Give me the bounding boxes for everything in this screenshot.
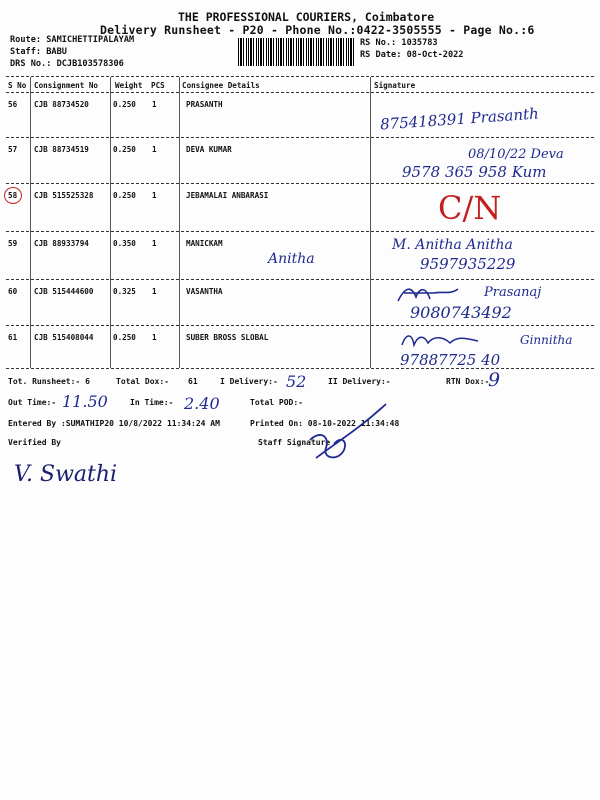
row-pcs: 1 [152,145,157,154]
total-dox-value: 61 [188,377,198,386]
out-time-label: Out Time:- [8,398,57,407]
out-time-value: 11.50 [62,392,108,411]
rs-number: RS No.: 1035783 [360,38,438,48]
row-consignee: SUBER BROSS SLOBAL [186,333,269,342]
row-consignment: CJB 88734520 [34,100,89,109]
divider [6,368,594,369]
staff-signature-scribble [300,400,390,470]
signature-scribble [394,283,462,305]
divider [6,325,594,326]
table-row [0,141,600,188]
staff-signature-label: Staff Signature [258,438,331,447]
total-dox-label: Total Dox:- [116,377,169,386]
handwritten-signature: M. Anitha Anitha [392,237,513,253]
row-consignee: MANICKAM [186,239,223,248]
row-pcs: 1 [152,287,157,296]
rs-date: RS Date: 08-Oct-2022 [360,50,464,60]
row-weight: 0.250 [113,145,136,154]
staff-label: Staff: BABU [10,47,67,57]
i-delivery-value: 52 [286,372,307,391]
row-pcs: 1 [152,100,157,109]
entered-by: Entered By :SUMATHIP20 10/8/2022 11:34:24 AM [8,419,220,428]
row-weight: 0.325 [113,287,136,296]
handwritten-signature: Ginnitha [520,333,573,347]
runsheet-title: Delivery Runsheet - P20 - Phone No.:0422-3505555 - Page No.:6 [100,23,535,37]
handwritten-signature: C/N [438,189,502,227]
in-time-label: In Time:- [130,398,174,407]
row-consignment: CJB 88734519 [34,145,89,154]
row-sno: 60 [8,287,18,296]
table-row [0,283,600,330]
handwritten-signature: 9578 365 958 Kum [402,163,547,181]
divider [6,76,594,77]
row-pcs: 1 [152,239,157,248]
row-weight: 0.350 [113,239,136,248]
handwritten-signature: 875418391 Prasanth [379,104,540,134]
handwritten-signature: 08/10/22 Deva [468,147,564,162]
table-row [0,235,600,282]
row-weight: 0.250 [113,100,136,109]
in-time-value: 2.40 [184,394,220,413]
handwritten-signature: Anitha [268,251,315,267]
row-consignment: CJB 515444600 [34,287,94,296]
divider [6,279,594,280]
row-sno: 56 [8,100,18,109]
col-pcs: PCS [151,81,165,90]
row-consignee: PRASANTH [186,100,223,109]
row-pcs: 1 [152,191,157,200]
table-row [0,96,600,143]
divider [6,231,594,232]
handwritten-signature: 97887725 40 [400,351,501,369]
barcode [238,38,354,66]
row-pcs: 1 [152,333,157,342]
row-consignment: CJB 515408044 [34,333,94,342]
divider [6,183,594,184]
total-pod-label: Total POD:- [250,398,303,407]
handwritten-signature: Prasanaj [484,285,542,300]
i-delivery-label: I Delivery:- [220,377,278,386]
divider [6,137,594,138]
col-consignee: Consignee Details [182,81,260,90]
row-sno: 61 [8,333,18,342]
ii-delivery-label: II Delivery:- [328,377,391,386]
row-consignee: VASANTHA [186,287,223,296]
signature-scribble [398,331,482,351]
col-signature: Signature [374,81,416,90]
col-sno: S No [8,81,27,90]
row-consignee: JEBAMALAI ANBARASI [186,191,269,200]
divider [6,92,594,93]
company-title: THE PROFESSIONAL COURIERS, Coimbatore [178,10,435,24]
rtn-dox-value: 9 [488,369,501,391]
row-consignment: CJB 515525328 [34,191,94,200]
handwritten-signature: 9597935229 [420,255,516,273]
row-weight: 0.250 [113,191,136,200]
row-consignee: DEVA KUMAR [186,145,232,154]
handwritten-signature: 9080743492 [410,303,512,322]
verified-by-signature: V. Swathi [14,462,118,487]
row-sno: 58 [8,191,18,200]
row-consignment: CJB 88933794 [34,239,89,248]
route-label: Route: SAMICHETTIPALAYAM [10,35,135,45]
col-consignment: Consignment No [34,81,99,90]
rtn-dox-label: RTN Dox:- [446,377,490,386]
row-weight: 0.250 [113,333,136,342]
drs-number: DRS No.: DCJB103578306 [10,59,124,69]
table-row [0,187,600,234]
row-sno: 57 [8,145,18,154]
tot-runsheet: Tot. Runsheet:- 6 [8,377,90,386]
verified-by-label: Verified By [8,438,61,447]
row-sno: 59 [8,239,18,248]
printed-on: Printed On: 08-10-2022 11:34:48 [250,419,400,428]
col-weight: Weight [115,81,143,90]
